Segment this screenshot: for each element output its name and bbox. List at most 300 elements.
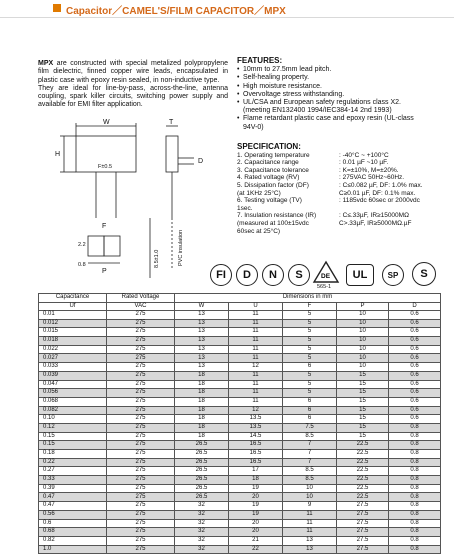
table-cell-f: 11 (283, 510, 337, 519)
spec-row (237, 182, 442, 190)
spec-value: C>.33µF, IR≥5000MΩ.µF (339, 219, 412, 227)
table-cell-p: 27.5 (337, 545, 389, 554)
spec-value: : C≤0.082 µF, DF: 1.0% max. (339, 181, 423, 189)
spec-value: C≥0.01 µF, DF: 0.1% max. (339, 189, 416, 197)
table-cell-c: 0.047 (39, 380, 107, 389)
spec-row (237, 174, 442, 182)
table-cell-p: 10 (337, 328, 389, 337)
table-cell-v: 275 (107, 502, 175, 511)
table-cell-w: 13 (175, 345, 229, 354)
feature-item: • UL/CSA and European safety regulations class X2. (meeting EN132400 1994/IEC384-14 2nd 1993) (237, 99, 427, 115)
feature-item: • Overvoltage stress withstanding. (237, 91, 427, 99)
table-cell-v: 275 (107, 510, 175, 519)
label-dim-0-8: 0.8 (78, 262, 86, 268)
table-row (39, 389, 441, 398)
header-dimensions: Dimensions in mm (175, 294, 441, 303)
spec-value (339, 228, 442, 236)
table-cell-c: 0.47 (39, 493, 107, 502)
table-cell-d: 0.8 (389, 493, 441, 502)
ts-cert-icon (412, 262, 436, 286)
table-cell-u: 16.5 (229, 450, 283, 459)
spec-value: : 275VAC 50Hz~60Hz. (339, 174, 405, 182)
table-cell-d: 0.8 (389, 484, 441, 493)
table-cell-v: 275 (107, 345, 175, 354)
description-paragraph-2: They are ideal for line-by-pass, across-the-line, antenna coupling, spark killer circuits, switching power supply and available for EMI filter application. (38, 84, 228, 109)
s-cert-text: S (295, 269, 303, 281)
table-cell-w: 32 (175, 528, 229, 537)
d-cert-text: D (243, 269, 251, 281)
table-cell-d: 0.8 (389, 528, 441, 537)
table-cell-p: 22.5 (337, 493, 389, 502)
feature-item: • High moisture resistance. (237, 83, 427, 91)
table-row (39, 415, 441, 424)
table-cell-c: 0.39 (39, 484, 107, 493)
header-unit-cap: Uf (39, 302, 107, 311)
table-cell-f: 8.5 (283, 432, 337, 441)
feature-item: • 10mm to 27.5mm lead pitch. (237, 66, 427, 74)
table-row (39, 311, 441, 320)
spec-row (237, 197, 442, 205)
table-cell-u: 17 (229, 467, 283, 476)
n-cert-icon (262, 264, 284, 286)
table-cell-f: 11 (283, 519, 337, 528)
table-cell-d: 0.6 (389, 380, 441, 389)
features-title: FEATURES: (237, 56, 283, 65)
spec-value: : -40°C ~ +100°C (339, 151, 389, 159)
table-cell-v: 275 (107, 389, 175, 398)
table-cell-f: 5 (283, 354, 337, 363)
page-header (0, 0, 454, 18)
table-cell-d: 0.6 (389, 389, 441, 398)
table-cell-f: 5 (283, 319, 337, 328)
description-text-1: are constructed with special metalized polypropylene film dielectric, finned copper wire leads, encapsulated in plastic case with epoxy resin sealed, in non-inductive type. (38, 60, 229, 84)
vde-cert-text: DE (321, 273, 331, 280)
table-cell-u: 20 (229, 528, 283, 537)
table-cell-v: 275 (107, 380, 175, 389)
table-cell-w: 13 (175, 363, 229, 372)
table-cell-v: 275 (107, 484, 175, 493)
spec-value: : 1185vdc 60sec or 2000vdc (339, 197, 420, 205)
table-cell-f: 9 (283, 502, 337, 511)
table-cell-c: 0.15 (39, 441, 107, 450)
table-cell-f: 10 (283, 484, 337, 493)
header-w: W (175, 302, 229, 311)
table-cell-p: 10 (337, 337, 389, 346)
table-row (39, 371, 441, 380)
table-cell-p: 15 (337, 371, 389, 380)
table-cell-w: 32 (175, 519, 229, 528)
table-cell-d: 0.8 (389, 519, 441, 528)
table-cell-f: 10 (283, 493, 337, 502)
table-cell-v: 275 (107, 311, 175, 320)
table-cell-c: 0.022 (39, 345, 107, 354)
ul-cert-text: UL (352, 269, 368, 281)
table-row (39, 476, 441, 485)
table-row (39, 380, 441, 389)
capacitor-body-side (166, 136, 178, 172)
table-row (39, 337, 441, 346)
table-cell-v: 275 (107, 476, 175, 485)
table-cell-v: 275 (107, 371, 175, 380)
table-row (39, 363, 441, 372)
spec-row (237, 190, 442, 198)
spec-label: 5. Dissipation factor (DF) (237, 181, 309, 189)
model-name: MPX (38, 60, 54, 67)
table-cell-w: 18 (175, 389, 229, 398)
fi-cert-icon (210, 264, 232, 286)
table-row (39, 406, 441, 415)
table-cell-d: 0.8 (389, 458, 441, 467)
table-cell-c: 1.0 (39, 545, 107, 554)
table-cell-v: 275 (107, 545, 175, 554)
table-cell-d: 0.6 (389, 337, 441, 346)
table-cell-w: 26.5 (175, 450, 229, 459)
table-row (39, 450, 441, 459)
table-row (39, 423, 441, 432)
table-cell-c: 0.33 (39, 476, 107, 485)
table-cell-u: 11 (229, 319, 283, 328)
table-cell-v: 275 (107, 423, 175, 432)
table-cell-c: 0.01 (39, 311, 107, 320)
table-cell-u: 11 (229, 397, 283, 406)
table-cell-u: 19 (229, 510, 283, 519)
table-cell-v: 275 (107, 432, 175, 441)
table-cell-c: 0.018 (39, 337, 107, 346)
table-cell-f: 8.5 (283, 467, 337, 476)
table-cell-c: 0.012 (39, 319, 107, 328)
table-cell-v: 275 (107, 450, 175, 459)
spec-value: : K=±10%, M=±20%. (339, 166, 399, 174)
table-cell-d: 0.6 (389, 363, 441, 372)
spec-row (237, 167, 442, 175)
spec-label: 60sec at 25°C) (237, 227, 281, 235)
vde-cert-icon (312, 260, 340, 286)
table-cell-p: 27.5 (337, 502, 389, 511)
label-w: W (103, 119, 110, 126)
table-cell-c: 0.039 (39, 371, 107, 380)
table-cell-p: 27.5 (337, 510, 389, 519)
description-paragraph-1 (38, 60, 228, 85)
table-cell-d: 0.6 (389, 319, 441, 328)
table-row (39, 397, 441, 406)
table-cell-f: 7.5 (283, 423, 337, 432)
table-cell-u: 12 (229, 406, 283, 415)
spec-label: 6. Testing voltage (TV) (237, 197, 302, 205)
table-cell-v: 275 (107, 319, 175, 328)
table-cell-v: 275 (107, 397, 175, 406)
table-cell-v: 275 (107, 458, 175, 467)
table-cell-w: 18 (175, 406, 229, 415)
table-cell-w: 32 (175, 502, 229, 511)
table-row (39, 432, 441, 441)
table-cell-d: 0.8 (389, 536, 441, 545)
table-cell-d: 0.6 (389, 415, 441, 424)
spec-row (237, 220, 442, 228)
table-cell-p: 15 (337, 397, 389, 406)
table-body (39, 311, 441, 554)
table-cell-d: 0.6 (389, 371, 441, 380)
table-cell-u: 11 (229, 345, 283, 354)
table-cell-u: 11 (229, 354, 283, 363)
table-cell-u: 20 (229, 493, 283, 502)
label-t: T (169, 119, 174, 126)
table-cell-u: 13.5 (229, 415, 283, 424)
table-cell-p: 10 (337, 363, 389, 372)
table-cell-w: 26.5 (175, 441, 229, 450)
label-f-tol: F±0.5 (98, 164, 113, 170)
spec-row (237, 205, 442, 213)
table-cell-u: 11 (229, 389, 283, 398)
table-cell-d: 0.6 (389, 328, 441, 337)
table-cell-w: 32 (175, 510, 229, 519)
header-capacitance: Capacitance (39, 294, 107, 303)
table-cell-v: 275 (107, 467, 175, 476)
table-cell-p: 10 (337, 345, 389, 354)
table-cell-w: 26.5 (175, 493, 229, 502)
header-d: D (389, 302, 441, 311)
table-cell-v: 275 (107, 415, 175, 424)
table-row (39, 519, 441, 528)
table-row (39, 484, 441, 493)
table-cell-u: 11 (229, 311, 283, 320)
table-cell-u: 20 (229, 519, 283, 528)
table-cell-p: 22.5 (337, 476, 389, 485)
table-cell-f: 7 (283, 441, 337, 450)
table-cell-f: 6 (283, 415, 337, 424)
table-cell-d: 0.8 (389, 510, 441, 519)
table-cell-w: 13 (175, 311, 229, 320)
table-cell-w: 26.5 (175, 467, 229, 476)
table-row (39, 467, 441, 476)
table-cell-f: 6 (283, 363, 337, 372)
table-cell-d: 0.6 (389, 406, 441, 415)
table-cell-w: 18 (175, 423, 229, 432)
table-cell-c: 0.027 (39, 354, 107, 363)
label-pvc: PVC insulation (178, 229, 184, 266)
spec-row (237, 159, 442, 167)
table-cell-w: 26.5 (175, 458, 229, 467)
table-cell-v: 275 (107, 328, 175, 337)
lead-bottom-view (88, 236, 104, 256)
table-cell-c: 0.015 (39, 328, 107, 337)
header-unit-v: VAC (107, 302, 175, 311)
table-cell-p: 22.5 (337, 441, 389, 450)
label-f: F (102, 223, 107, 230)
table-cell-u: 11 (229, 380, 283, 389)
table-cell-v: 275 (107, 363, 175, 372)
table-cell-d: 0.8 (389, 450, 441, 459)
table-cell-f: 5 (283, 371, 337, 380)
table-row (39, 545, 441, 554)
table-cell-c: 0.47 (39, 502, 107, 511)
table-cell-f: 5 (283, 337, 337, 346)
ts-cert-text: S (420, 268, 428, 280)
table-cell-d: 0.8 (389, 476, 441, 485)
table-cell-p: 15 (337, 432, 389, 441)
table-cell-f: 5 (283, 311, 337, 320)
table-row (39, 493, 441, 502)
table-cell-u: 21 (229, 536, 283, 545)
product-description (38, 60, 228, 110)
table-row (39, 458, 441, 467)
table-cell-p: 10 (337, 311, 389, 320)
table-cell-p: 15 (337, 380, 389, 389)
table-cell-u: 14.5 (229, 432, 283, 441)
table-cell-c: 0.033 (39, 363, 107, 372)
features-list (237, 66, 427, 132)
table-cell-w: 32 (175, 536, 229, 545)
table-cell-c: 0.18 (39, 450, 107, 459)
table-row (39, 502, 441, 511)
table-cell-f: 13 (283, 545, 337, 554)
table-cell-v: 275 (107, 406, 175, 415)
spec-label: 2. Capacitance range (237, 159, 299, 167)
header-p: P (337, 302, 389, 311)
spec-value (339, 205, 442, 213)
table-cell-d: 0.6 (389, 311, 441, 320)
table-cell-u: 19 (229, 502, 283, 511)
spec-label: 3. Capacitance tolerance (237, 166, 309, 174)
table-cell-c: 0.56 (39, 510, 107, 519)
table-cell-d: 0.6 (389, 354, 441, 363)
table-cell-p: 15 (337, 406, 389, 415)
table-cell-p: 15 (337, 415, 389, 424)
table-cell-c: 0.15 (39, 432, 107, 441)
header-f: F (283, 302, 337, 311)
table-cell-w: 18 (175, 432, 229, 441)
table-cell-d: 0.8 (389, 502, 441, 511)
s-cert-icon (288, 264, 310, 286)
table-cell-w: 13 (175, 319, 229, 328)
table-cell-p: 27.5 (337, 519, 389, 528)
table-cell-v: 275 (107, 493, 175, 502)
table-cell-c: 0.68 (39, 528, 107, 537)
table-cell-v: 275 (107, 354, 175, 363)
table-cell-u: 11 (229, 328, 283, 337)
csa-cert-text: SP (387, 270, 399, 280)
table-cell-u: 16.5 (229, 458, 283, 467)
table-cell-w: 32 (175, 545, 229, 554)
table-cell-u: 11 (229, 337, 283, 346)
table-row (39, 328, 441, 337)
header-bullet-icon (53, 4, 61, 12)
table-cell-p: 15 (337, 423, 389, 432)
ul-cert-icon (346, 264, 374, 286)
feature-item: • Self-healing property. (237, 74, 427, 82)
table-row (39, 536, 441, 545)
table-cell-c: 0.82 (39, 536, 107, 545)
fi-cert-text: FI (216, 269, 226, 281)
table-cell-d: 0.8 (389, 467, 441, 476)
page-title: Capacitor／CAMEL'S/FILM CAPACITOR／MPX (66, 6, 286, 17)
label-d: D (198, 158, 204, 165)
table-cell-v: 275 (107, 337, 175, 346)
table-cell-d: 0.8 (389, 423, 441, 432)
d-cert-icon (236, 264, 258, 286)
spec-label: 1sec. (237, 204, 253, 212)
table-row (39, 528, 441, 537)
table-header-row-2 (39, 302, 441, 311)
table-cell-w: 26.5 (175, 484, 229, 493)
table-row (39, 510, 441, 519)
table-cell-w: 18 (175, 380, 229, 389)
table-cell-c: 0.27 (39, 467, 107, 476)
table-cell-w: 18 (175, 397, 229, 406)
table-cell-c: 0.056 (39, 389, 107, 398)
spec-label: (at 1KHz 25°C) (237, 189, 281, 197)
header-u: U (229, 302, 283, 311)
label-dim-2-2: 2.2 (78, 242, 86, 248)
table-cell-f: 5 (283, 389, 337, 398)
table-row (39, 441, 441, 450)
table-row (39, 345, 441, 354)
table-cell-v: 275 (107, 536, 175, 545)
table-cell-u: 12 (229, 363, 283, 372)
table-cell-p: 22.5 (337, 450, 389, 459)
features-section (237, 57, 427, 132)
table-cell-f: 8.5 (283, 476, 337, 485)
table-cell-c: 0.10 (39, 415, 107, 424)
table-cell-w: 13 (175, 354, 229, 363)
table-cell-d: 0.6 (389, 397, 441, 406)
specification-section (237, 143, 442, 235)
table-cell-p: 10 (337, 319, 389, 328)
capacitor-dimension-table (38, 293, 440, 554)
table-cell-d: 0.6 (389, 345, 441, 354)
table-cell-c: 0.082 (39, 406, 107, 415)
table-cell-p: 10 (337, 354, 389, 363)
table-cell-u: 18 (229, 476, 283, 485)
table-cell-f: 5 (283, 328, 337, 337)
table-cell-v: 275 (107, 519, 175, 528)
header-rated-voltage: Rated Voltage (107, 294, 175, 303)
label-p: P (102, 268, 107, 275)
table-cell-f: 5 (283, 345, 337, 354)
table-header-row-1 (39, 294, 441, 303)
table-cell-u: 13.5 (229, 423, 283, 432)
table-cell-f: 6 (283, 406, 337, 415)
specification-title: SPECIFICATION: (237, 142, 301, 151)
n-cert-text: N (269, 269, 277, 281)
table-cell-p: 22.5 (337, 484, 389, 493)
table-cell-w: 13 (175, 328, 229, 337)
table-cell-p: 27.5 (337, 528, 389, 537)
spec-label: 4. Rated voltage (RV) (237, 174, 300, 182)
table-cell-w: 18 (175, 415, 229, 424)
header-divider (0, 17, 454, 18)
table-cell-c: 0.12 (39, 423, 107, 432)
table-row (39, 354, 441, 363)
table-cell-c: 0.068 (39, 397, 107, 406)
table-cell-u: 22 (229, 545, 283, 554)
table-cell-w: 13 (175, 337, 229, 346)
spec-row (237, 212, 442, 220)
table-cell-v: 275 (107, 441, 175, 450)
table-cell-f: 7 (283, 458, 337, 467)
label-h: H (55, 151, 61, 158)
table-cell-v: 275 (107, 528, 175, 537)
table-cell-u: 11 (229, 371, 283, 380)
table-cell-d: 0.8 (389, 432, 441, 441)
feature-item: • Flame retardant plastic case and epoxy resin (UL-class 94V-0) (237, 115, 427, 131)
spec-label: (measured at 100±15vdc (237, 219, 309, 227)
table-cell-f: 7 (283, 450, 337, 459)
table-row (39, 319, 441, 328)
table-cell-u: 16.5 (229, 441, 283, 450)
table-cell-c: 0.6 (39, 519, 107, 528)
specification-list (237, 152, 442, 236)
spec-value: : 0.01 µF ~10 µF. (339, 159, 389, 167)
